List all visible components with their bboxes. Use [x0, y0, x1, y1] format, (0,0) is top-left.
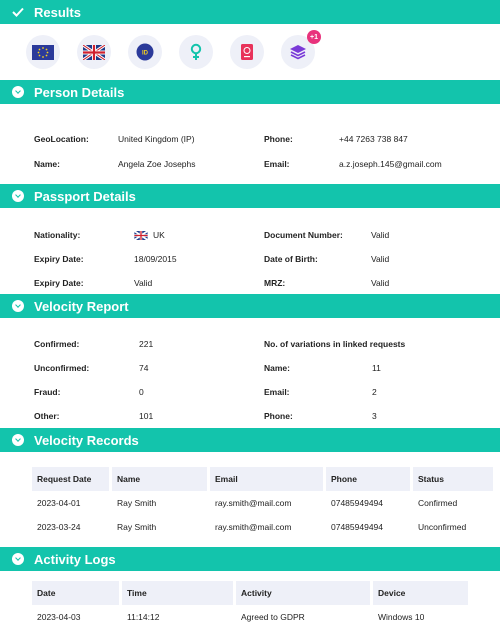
column-header: Device: [373, 581, 468, 605]
collapse-icon: [12, 86, 24, 98]
results-header[interactable]: [0, 0, 500, 24]
column-header: Email: [210, 467, 323, 491]
table-cell: 2023-04-03: [37, 612, 81, 622]
layers-icon: [289, 44, 307, 60]
results-icons: [0, 24, 500, 80]
unconfirmed-value: 74: [139, 363, 149, 373]
fraud-value: 0: [139, 387, 144, 397]
phone-label: Phone:: [264, 134, 293, 144]
expiry-date-label-2: Expiry Date:: [34, 278, 84, 288]
geolocation-value: United Kingdom (IP): [118, 134, 195, 144]
table-cell: Ray Smith: [117, 498, 157, 508]
activity-logs-table: [29, 581, 471, 629]
table-cell: 11:14:12: [127, 612, 160, 622]
female-icon: [189, 43, 203, 61]
table-cell: Agreed to GDPR: [241, 612, 305, 622]
velocity-report-title: Velocity Report: [34, 298, 129, 314]
check-icon: [10, 4, 26, 20]
passport-details-body: [0, 208, 500, 294]
uk-flag-icon: [83, 45, 105, 60]
email-value: a.z.joseph.145@gmail.com: [339, 159, 442, 169]
name-value: Angela Zoe Josephs: [118, 159, 196, 169]
expiry-date-value: 18/09/2015: [134, 254, 177, 264]
column-header: Date: [32, 581, 119, 605]
variation-name-label: Name:: [264, 363, 290, 373]
velocity-records-body: [0, 452, 500, 547]
email-label: Email:: [264, 159, 290, 169]
other-value: 101: [139, 411, 154, 421]
variation-email-value: 2: [372, 387, 377, 397]
table-cell: ray.smith@mail.com: [215, 498, 292, 508]
eu-flag-icon: [32, 45, 54, 60]
name-label: Name:: [34, 159, 60, 169]
table-cell: 2023-04-01: [37, 498, 81, 508]
table-cell: Confirmed: [418, 498, 458, 508]
table-cell: Windows 10: [378, 612, 425, 622]
date-of-birth-value: Valid: [371, 254, 390, 264]
variations-label: No. of variations in linked requests: [264, 339, 406, 349]
passport-details-title: Passport Details: [34, 188, 136, 204]
velocity-records-table: [29, 467, 496, 539]
geolocation-label: GeoLocation:: [34, 134, 89, 144]
column-header: Request Date: [32, 467, 109, 491]
confirmed-value: 221: [139, 339, 154, 349]
velocity-report-body: [0, 318, 500, 428]
velocity-records-header[interactable]: [0, 428, 500, 452]
column-header: Name: [112, 467, 207, 491]
column-header: Time: [122, 581, 233, 605]
nationality-label: Nationality:: [34, 230, 81, 240]
person-details-body: [0, 104, 500, 184]
person-details-title: Person Details: [34, 84, 125, 100]
activity-logs-title: Activity Logs: [34, 551, 116, 567]
collapse-icon: [12, 434, 24, 446]
table-row: [32, 491, 493, 515]
expiry-date-label: Expiry Date:: [34, 254, 84, 264]
table-cell: ray.smith@mail.com: [215, 522, 292, 532]
svg-text:ID: ID: [142, 50, 148, 57]
unconfirmed-label: Unconfirmed:: [34, 363, 90, 373]
table-cell: 2023-03-24: [37, 522, 81, 532]
collapse-icon: [12, 553, 24, 565]
expiry-date-value-2: Valid: [134, 278, 153, 288]
table-cell: Unconfirmed: [418, 522, 467, 532]
person-details-header[interactable]: [0, 80, 500, 104]
collapse-icon: [12, 300, 24, 312]
column-header: Phone: [326, 467, 410, 491]
variation-email-label: Email:: [264, 387, 290, 397]
velocity-records-title: Velocity Records: [34, 432, 139, 448]
layers-badge: +1: [307, 30, 321, 44]
table-row: [32, 605, 468, 629]
passport-icon: [240, 43, 254, 61]
gender-button[interactable]: [179, 35, 213, 69]
eu-id-icon: [136, 43, 154, 61]
confirmed-label: Confirmed:: [34, 339, 80, 349]
table-cell: Ray Smith: [117, 522, 157, 532]
table-cell: 07485949494: [331, 522, 384, 532]
results-title: Results: [34, 4, 81, 20]
other-label: Other:: [34, 411, 60, 421]
velocity-report-header[interactable]: [0, 294, 500, 318]
column-header: Status: [413, 467, 493, 491]
phone-value: +44 7263 738 847: [339, 134, 408, 144]
eu-flag-button[interactable]: [26, 35, 60, 69]
passport-details-header[interactable]: [0, 184, 500, 208]
activity-logs-header[interactable]: [0, 547, 500, 571]
eu-id-button[interactable]: [128, 35, 162, 69]
activity-logs-body: [0, 571, 500, 629]
uk-flag-button[interactable]: [77, 35, 111, 69]
table-row: [32, 515, 493, 539]
nationality-value: [134, 230, 165, 240]
passport-button[interactable]: [230, 35, 264, 69]
table-header-row: [32, 581, 468, 605]
table-cell: 07485949494: [331, 498, 384, 508]
date-of-birth-label: Date of Birth:: [264, 254, 318, 264]
variation-phone-value: 3: [372, 411, 377, 421]
variation-phone-label: Phone:: [264, 411, 293, 421]
collapse-icon: [12, 190, 24, 202]
mrz-label: MRZ:: [264, 278, 286, 288]
table-header-row: [32, 467, 493, 491]
nationality-text: UK: [153, 230, 165, 240]
fraud-label: Fraud:: [34, 387, 61, 397]
document-number-value: Valid: [371, 230, 390, 240]
variation-name-value: 11: [372, 363, 381, 373]
document-number-label: Document Number:: [264, 230, 343, 240]
column-header: Activity: [236, 581, 370, 605]
uk-flag-icon: [134, 231, 148, 240]
mrz-value: Valid: [371, 278, 390, 288]
layers-button[interactable]: [281, 33, 318, 69]
